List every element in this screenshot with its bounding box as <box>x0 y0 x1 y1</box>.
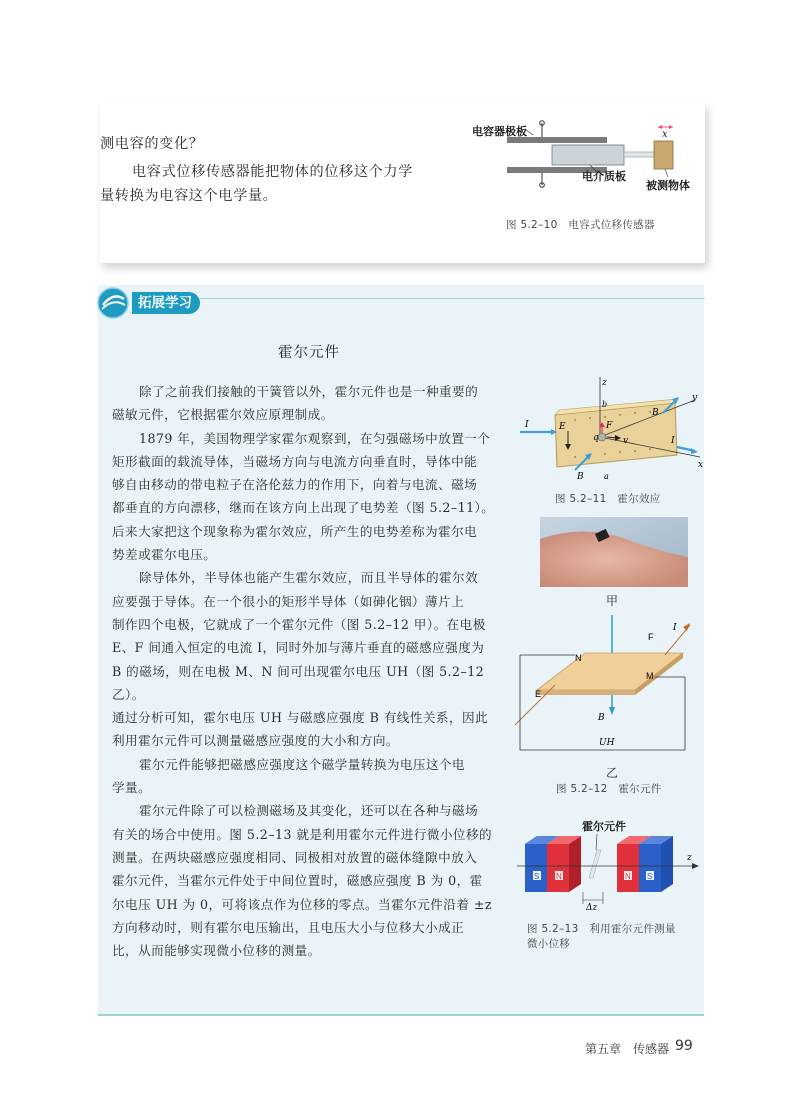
para-3-line-4: E、F 间通入恒定的电流 I，同时外加与薄片垂直的磁感应强度为 <box>112 640 485 656</box>
hall-element-photo <box>540 517 688 587</box>
para-3-line-3: 制作四个电极，它就成了一个霍尔元件（图 5.2–12 甲）。在电极 <box>112 616 486 632</box>
dimension-a-label: a <box>604 472 609 481</box>
pole-n-left: N <box>556 872 562 881</box>
extension-bottom-rule <box>98 1014 704 1016</box>
object-label: 被测物体 <box>646 179 690 192</box>
footer-chapter: 第五章 传感器 <box>585 1042 670 1056</box>
hall-element-diagram <box>515 615 695 765</box>
para-2-line-6: 势差或霍尔电压。 <box>112 547 217 563</box>
para-3-line-7: 利用霍尔元件可以测量磁感应强度的大小和方向。 <box>112 733 399 749</box>
x-label: x <box>662 129 668 140</box>
para-3-line-1: 除导体外，半导体也能产生霍尔效应，而且半导体的霍尔效 <box>139 570 479 586</box>
plate-label: 电容器极板 <box>472 125 527 138</box>
para-2-line-4: 都垂直的方向漂移，继而在该方向上出现了电势差（图 5.2–11）。 <box>112 500 495 516</box>
dielectric-label: 电介质板 <box>582 170 626 183</box>
para-3-line-2: 应要强于导体。在一个很小的矩形半导体（如砷化铟）薄片上 <box>112 593 465 609</box>
para-5-line-4: 霍尔元件，当霍尔元件处于中间位置时，磁感应强度 B 为 0，霍 <box>112 873 483 889</box>
top-text-line-1: 测电容的变化？ <box>100 136 204 152</box>
para-2-line-5: 后来大家把这个现象称为霍尔效应，所产生的电势差称为霍尔电 <box>112 523 478 539</box>
para-2-line-3: 够自由移动的带电粒子在洛伦兹力的作用下，向着与电流、磁场 <box>112 477 478 493</box>
fig-yi-label: 乙 <box>606 766 619 780</box>
left-magnet-s <box>525 844 547 892</box>
fig-5-2-13-caption-line-1: 图 5.2–13 利用霍尔元件测量 <box>527 923 676 935</box>
right-magnet-n <box>617 844 639 892</box>
fig-5-2-13-caption-line-2: 微小位移 <box>527 938 571 950</box>
current-label-right: I <box>671 436 675 446</box>
velocity-label: v <box>623 436 629 446</box>
displacement-figure <box>517 830 702 910</box>
para-2-line-1: 1879 年，美国物理学家霍尔观察到，在匀强磁场中放置一个 <box>139 430 491 446</box>
z-axis-label: z <box>687 853 692 863</box>
left-magnet-n <box>547 844 569 892</box>
top-text-line-3: 量转换为电容这个电学量。 <box>100 188 278 204</box>
current-i-label: I <box>673 623 677 633</box>
para-2-line-2: 矩形截面的载流导体，当磁场方向与电流方向垂直时，导体中能 <box>112 453 478 469</box>
fig-5-2-10-caption: 图 5.2–10 电容式位移传感器 <box>506 219 655 231</box>
para-4-line-1: 霍尔元件能够把磁感应强度这个磁学量转换为电压这个电 <box>139 756 466 772</box>
hall-effect-figure <box>515 375 705 485</box>
fig-5-2-12-caption: 图 5.2–12 霍尔元件 <box>556 783 662 795</box>
extension-top-rule <box>200 298 705 299</box>
b-field-label: B <box>598 713 605 723</box>
right-magnet-s <box>639 844 661 892</box>
page-number: 99 <box>675 1038 693 1054</box>
extension-badge-icon <box>96 286 130 320</box>
delta-z-label: Δz <box>586 903 598 910</box>
current-label-left: I <box>525 420 529 430</box>
electrode-e-label: E <box>535 689 542 699</box>
body-text <box>112 380 512 962</box>
electrode-n-label: N <box>575 653 582 663</box>
para-5-line-3: 测量。在两块磁感应强度相同、同极相对放置的磁体缝隙中放入 <box>112 849 478 865</box>
electrode-f-label: F <box>648 632 654 642</box>
top-text-line-2: 电容式位移传感器能把物体的位移这个力学 <box>132 164 413 180</box>
dielectric-plate <box>552 145 624 165</box>
fig-jia-label: 甲 <box>606 594 619 608</box>
measured-object <box>654 141 673 169</box>
fig-5-2-11-caption: 图 5.2–11 霍尔效应 <box>555 493 661 505</box>
axis-z-label: z <box>602 378 607 388</box>
dimension-b-label: b <box>602 400 608 409</box>
hall-element-chip <box>589 850 601 878</box>
para-5-line-5: 尔电压 UH 为 0，可将该点作为位移的零点。当霍尔元件沿着 ±z <box>112 896 492 912</box>
hall-voltage-label: UH <box>599 738 615 748</box>
para-5-line-1: 霍尔元件除了可以检测磁场及其变化，还可以在各种与磁场 <box>139 803 479 819</box>
b-field-label-2: B <box>652 408 659 418</box>
e-field-label: E <box>559 422 566 432</box>
pole-s-right: S <box>647 872 653 881</box>
para-3-line-6: 通过分析可知，霍尔电压 UH 与磁感应强度 B 有线性关系，因此 <box>112 710 489 726</box>
extension-badge-label: 拓展学习 <box>132 292 200 314</box>
charge-label: q <box>593 433 599 443</box>
section-title: 霍尔元件 <box>278 345 340 361</box>
para-5-line-7: 比，从而能够实现微小位移的测量。 <box>112 943 321 959</box>
b-field-label-1: B <box>577 472 584 482</box>
pole-n-right: N <box>625 872 631 881</box>
electrode-m-label: M <box>646 671 654 681</box>
force-label: F <box>606 421 613 431</box>
para-1-line-2: 磁敏元件，它根据霍尔效应原理制成。 <box>112 407 334 423</box>
axis-x-label: x <box>698 460 704 470</box>
para-5-line-2: 有关的场合中使用。图 5.2–13 就是利用霍尔元件进行微小位移的 <box>112 826 493 842</box>
para-4-line-2: 学量。 <box>112 780 152 796</box>
para-5-line-6: 方向移动时，则有霍尔电压输出，且电压大小与位移大小成正 <box>112 919 465 935</box>
hall-element-label: 霍尔元件 <box>582 820 626 833</box>
axis-y-label: y <box>692 393 698 403</box>
para-3-line-5: B 的磁场，则在电极 M、N 间可出现霍尔电压 UH（图 5.2–12 乙）。 <box>112 663 485 702</box>
pole-s-left: S <box>534 872 540 881</box>
para-1-line-1: 除了之前我们接触的干簧管以外，霍尔元件也是一种重要的 <box>139 384 479 399</box>
